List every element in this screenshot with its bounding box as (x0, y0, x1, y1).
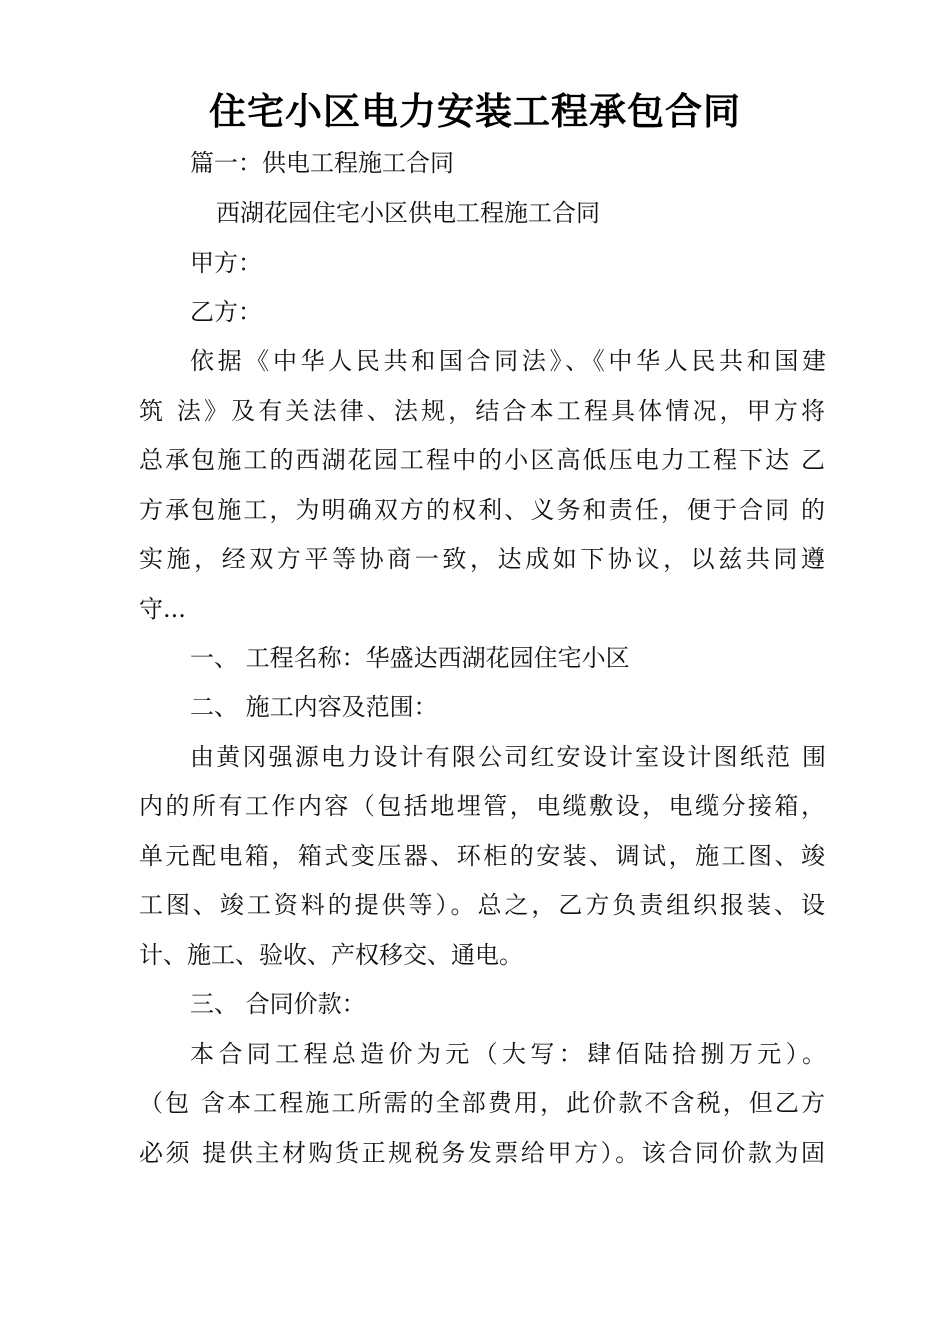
paragraph-line: 实施，经双方平等协商一致，达成如下协议，以兹共同遵 (139, 545, 825, 573)
paragraph-line: 内的所有工作内容（包括地埋管，电缆敷设，电缆分接箱， (139, 792, 825, 820)
party-a-label: 甲方： (190, 249, 262, 277)
paragraph-line: 工图、竣工资料的提供等）。总之，乙方负责组织报装、设 (139, 891, 825, 919)
paragraph-line: 单元配电箱，箱式变压器、环柜的安装、调试，施工图、竣 (139, 842, 825, 870)
section-project-name: 一、 工程名称：华盛达西湖花园住宅小区 (190, 644, 630, 672)
paragraph-line: 计、施工、验收、产权移交、通电。 (139, 941, 523, 969)
section-heading-1: 篇一：供电工程施工合同 (190, 149, 454, 177)
section-price-heading: 三、 合同价款： (190, 990, 366, 1018)
contract-subtitle: 西湖花园住宅小区供电工程施工合同 (216, 199, 600, 227)
paragraph-line: 筑 法》及有关法律、法规，结合本工程具体情况，甲方将 (139, 397, 825, 425)
paragraph-line: 依据《中华人民共和国合同法》、《中华人民共和国建 (190, 347, 826, 375)
section-scope-heading: 二、 施工内容及范围： (190, 693, 438, 721)
paragraph-line: 总承包施工的西湖花园工程中的小区高低压电力工程下达 乙 (139, 446, 825, 474)
paragraph-line: 必须 提供主材购货正规税务发票给甲方）。该合同价款为固 (139, 1139, 825, 1167)
party-b-label: 乙方： (190, 298, 262, 326)
document-title: 住宅小区电力安装工程承包合同 (209, 90, 741, 133)
paragraph-line: 方承包施工，为明确双方的权利、义务和责任，便于合同 的 (139, 496, 825, 524)
paragraph-line: 守... (139, 595, 186, 623)
paragraph-line: 本合同工程总造价为元（大写：肆佰陆拾捌万元）。 (190, 1040, 826, 1068)
paragraph-line: 由黄冈强源电力设计有限公司红安设计室设计图纸范 围 (190, 743, 826, 771)
paragraph-line: （包 含本工程施工所需的全部费用，此价款不含税，但乙方 (139, 1089, 825, 1117)
